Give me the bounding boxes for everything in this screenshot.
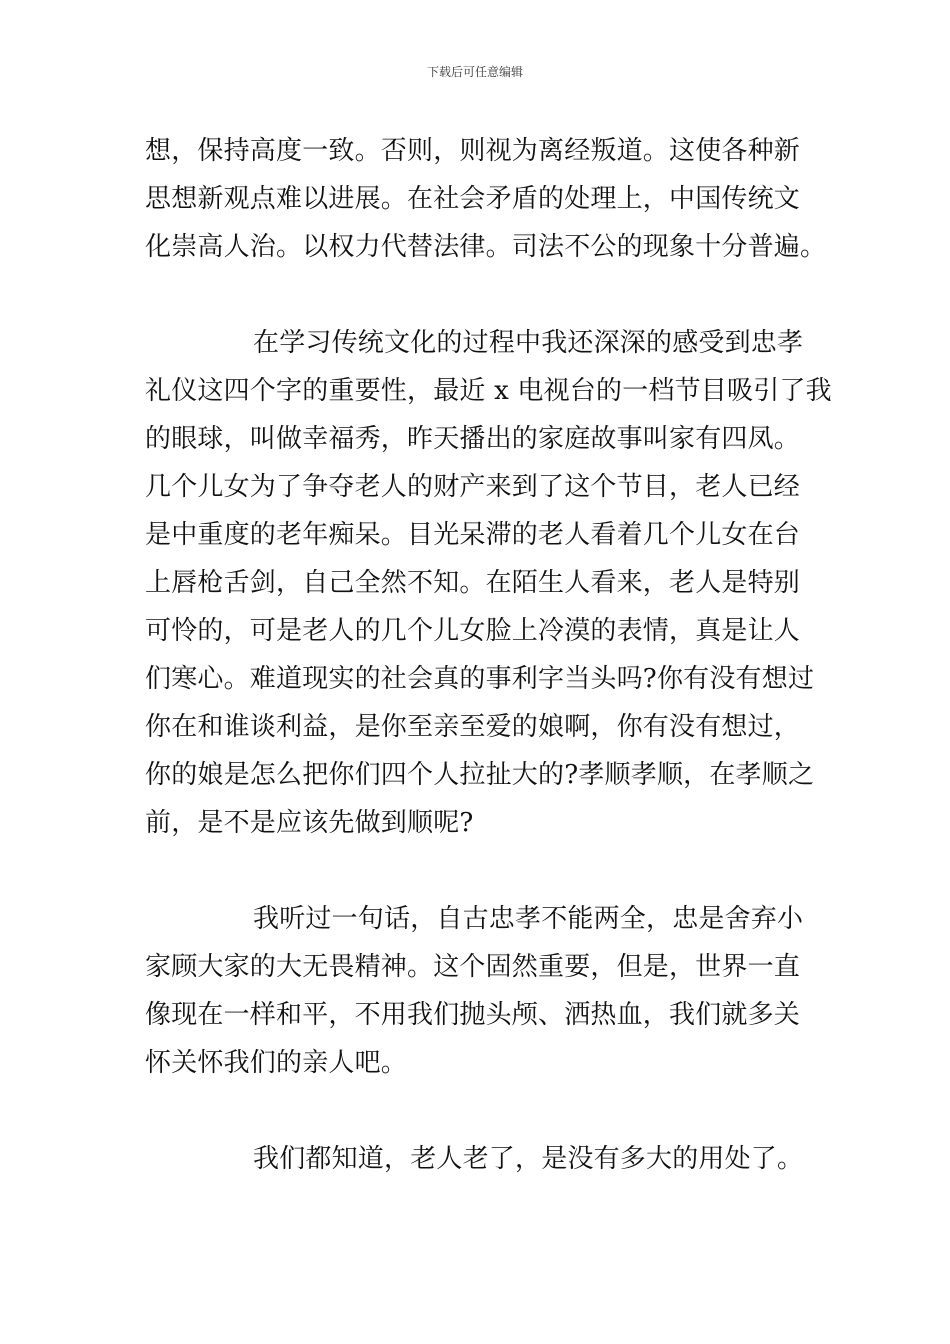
text-line: 前，是不是应该先做到顺呢? (145, 808, 474, 838)
document-body (145, 127, 832, 1183)
text-line: 礼仪这四个字的重要性，最近 x 电视台的一档节目吸引了我 (145, 376, 832, 406)
text-line: 我听过一句话，自古忠孝不能两全，忠是舍弃小 (253, 904, 804, 934)
text-line: 你在和谁谈利益，是你至亲至爱的娘啊，你有没有想过， (145, 712, 801, 742)
text-line: 像现在一样和平，不用我们抛头颅、洒热血，我们就多关 (145, 1000, 801, 1030)
paragraph-gap (145, 271, 815, 319)
text-line: 我们都知道，老人老了，是没有多大的用处了。 (253, 1144, 804, 1174)
text-line: 化崇高人治。以权力代替法律。司法不公的现象十分普遍。 (145, 232, 827, 262)
paragraph-1 (145, 127, 827, 271)
paragraph-gap (145, 1087, 815, 1135)
text-line: 怀关怀我们的亲人吧。 (145, 1048, 408, 1078)
text-line: 几个儿女为了争夺老人的财产来到了这个节目，老人已经 (145, 472, 801, 502)
text-line: 你的娘是怎么把你们四个人拉扯大的?孝顺孝顺，在孝顺之 (145, 760, 815, 790)
text-line: 的眼球，叫做幸福秀，昨天播出的家庭故事叫家有四凤。 (145, 424, 801, 454)
paragraph-3 (145, 895, 815, 1087)
page-header: 下载后可任意编辑 (426, 65, 523, 79)
paragraph-gap (145, 847, 815, 895)
text-line: 家顾大家的大无畏精神。这个固然重要，但是，世界一直 (145, 952, 801, 982)
text-line: 可怜的，可是老人的几个儿女脸上冷漠的表情，真是让人 (145, 616, 801, 646)
text-line: 想，保持高度一致。否则，则视为离经叛道。这使各种新 (145, 136, 801, 166)
text-line: 上唇枪舌剑，自己全然不知。在陌生人看来，老人是特别 (145, 568, 801, 598)
text-line: 在学习传统文化的过程中我还深深的感受到忠孝 (253, 328, 804, 358)
text-line: 是中重度的老年痴呆。目光呆滞的老人看着几个儿女在台 (145, 520, 801, 550)
paragraph-4 (145, 1135, 815, 1183)
paragraph-2 (145, 319, 832, 847)
text-line: 思想新观点难以进展。在社会矛盾的处理上，中国传统文 (145, 184, 801, 214)
text-line: 们寒心。难道现实的社会真的事利字当头吗?你有没有想过 (145, 664, 815, 694)
